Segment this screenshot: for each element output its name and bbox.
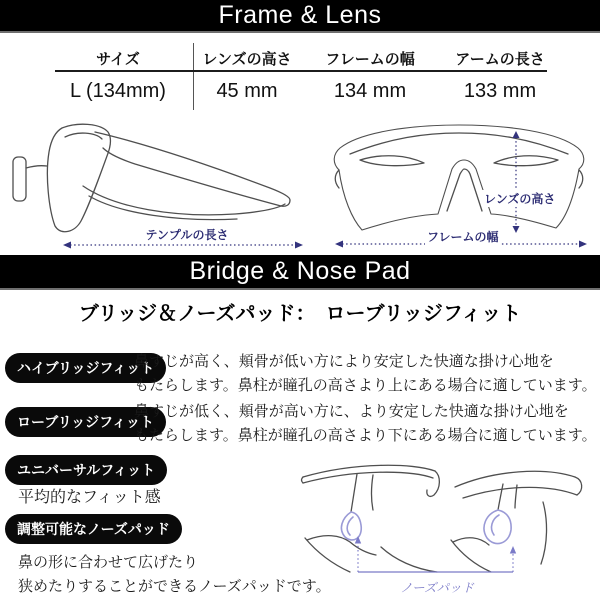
badge-label: ユニバーサルフィット xyxy=(5,455,167,485)
down-arrow-icon xyxy=(513,226,520,233)
bridge-fit-heading: ブリッジ＆ノーズパッド： ローブリッジフィット xyxy=(78,303,522,325)
right-arrow-icon xyxy=(295,242,303,249)
high-bridge-fit-description xyxy=(134,350,597,398)
sunglasses-side-view-illustration xyxy=(5,116,307,242)
adjustable-nosepad-description xyxy=(18,551,331,599)
table-cell-arm-length: 133 mm xyxy=(463,80,537,102)
lens-height-label: レンズの高さ xyxy=(484,192,556,206)
universal-fit-description: 平均的なフィット感 xyxy=(18,489,161,506)
description-line-2: もたらします。鼻柱が瞳孔の高さより下にある場合に適しています。 xyxy=(134,427,597,444)
bridge-nosepad-title: Bridge & Nose Pad xyxy=(189,257,411,285)
table-header-frame-width: フレームの幅 xyxy=(325,51,415,68)
universal-fit-badge xyxy=(5,455,167,485)
table-header-lens-height: レンズの高さ xyxy=(202,51,292,68)
nose-pad-label: ノーズパッド xyxy=(399,581,474,595)
left-arrow-icon xyxy=(335,241,343,248)
table-cell-size: L (134mm) xyxy=(70,80,166,102)
table-cell-lens-height: 45 mm xyxy=(216,80,278,102)
description-line-1: 鼻すじが高く、頬骨が低い方により安定した快適な掛け心地を xyxy=(134,353,554,370)
description-line-2: もたらします。鼻柱が瞳孔の高さより上にある場合に適しています。 xyxy=(134,377,597,394)
bridge-nosepad-section-bar xyxy=(0,255,600,290)
up-arrow-icon xyxy=(510,546,516,554)
badge-label: 調整可能なノーズパッド xyxy=(5,514,182,544)
badge-label: ハイブリッジフィット xyxy=(5,353,166,383)
up-arrow-icon xyxy=(355,536,361,544)
description-line-1: 鼻の形に合わせて広げたり xyxy=(18,554,199,571)
adjustable-nosepad-badge xyxy=(5,514,182,544)
frame-width-label: フレームの幅 xyxy=(427,230,499,244)
table-header-arm-length: アームの長さ xyxy=(455,51,545,68)
right-arrow-icon xyxy=(579,241,587,248)
description-line-2: 狭めたりすることができるノーズパッドです。 xyxy=(18,578,331,595)
left-arrow-icon xyxy=(63,242,71,249)
frame-lens-section-bar xyxy=(0,0,600,33)
lens-height-measure-line xyxy=(510,130,522,234)
temple-length-label: テンプルの長さ xyxy=(115,226,259,243)
table-header-rule xyxy=(55,70,547,72)
table-cell-frame-width: 134 mm xyxy=(333,80,407,102)
up-arrow-icon xyxy=(513,131,520,138)
frame-lens-title: Frame & Lens xyxy=(218,1,382,29)
low-bridge-fit-description xyxy=(134,400,597,448)
description-line-1: 鼻すじが低く、頬骨が高い方に、より安定した快適な掛け心地を xyxy=(134,403,569,420)
nose-pad-measure-bracket xyxy=(350,532,525,578)
table-header-size: サイズ xyxy=(96,51,140,68)
badge-label: ローブリッジフィット xyxy=(5,407,166,437)
